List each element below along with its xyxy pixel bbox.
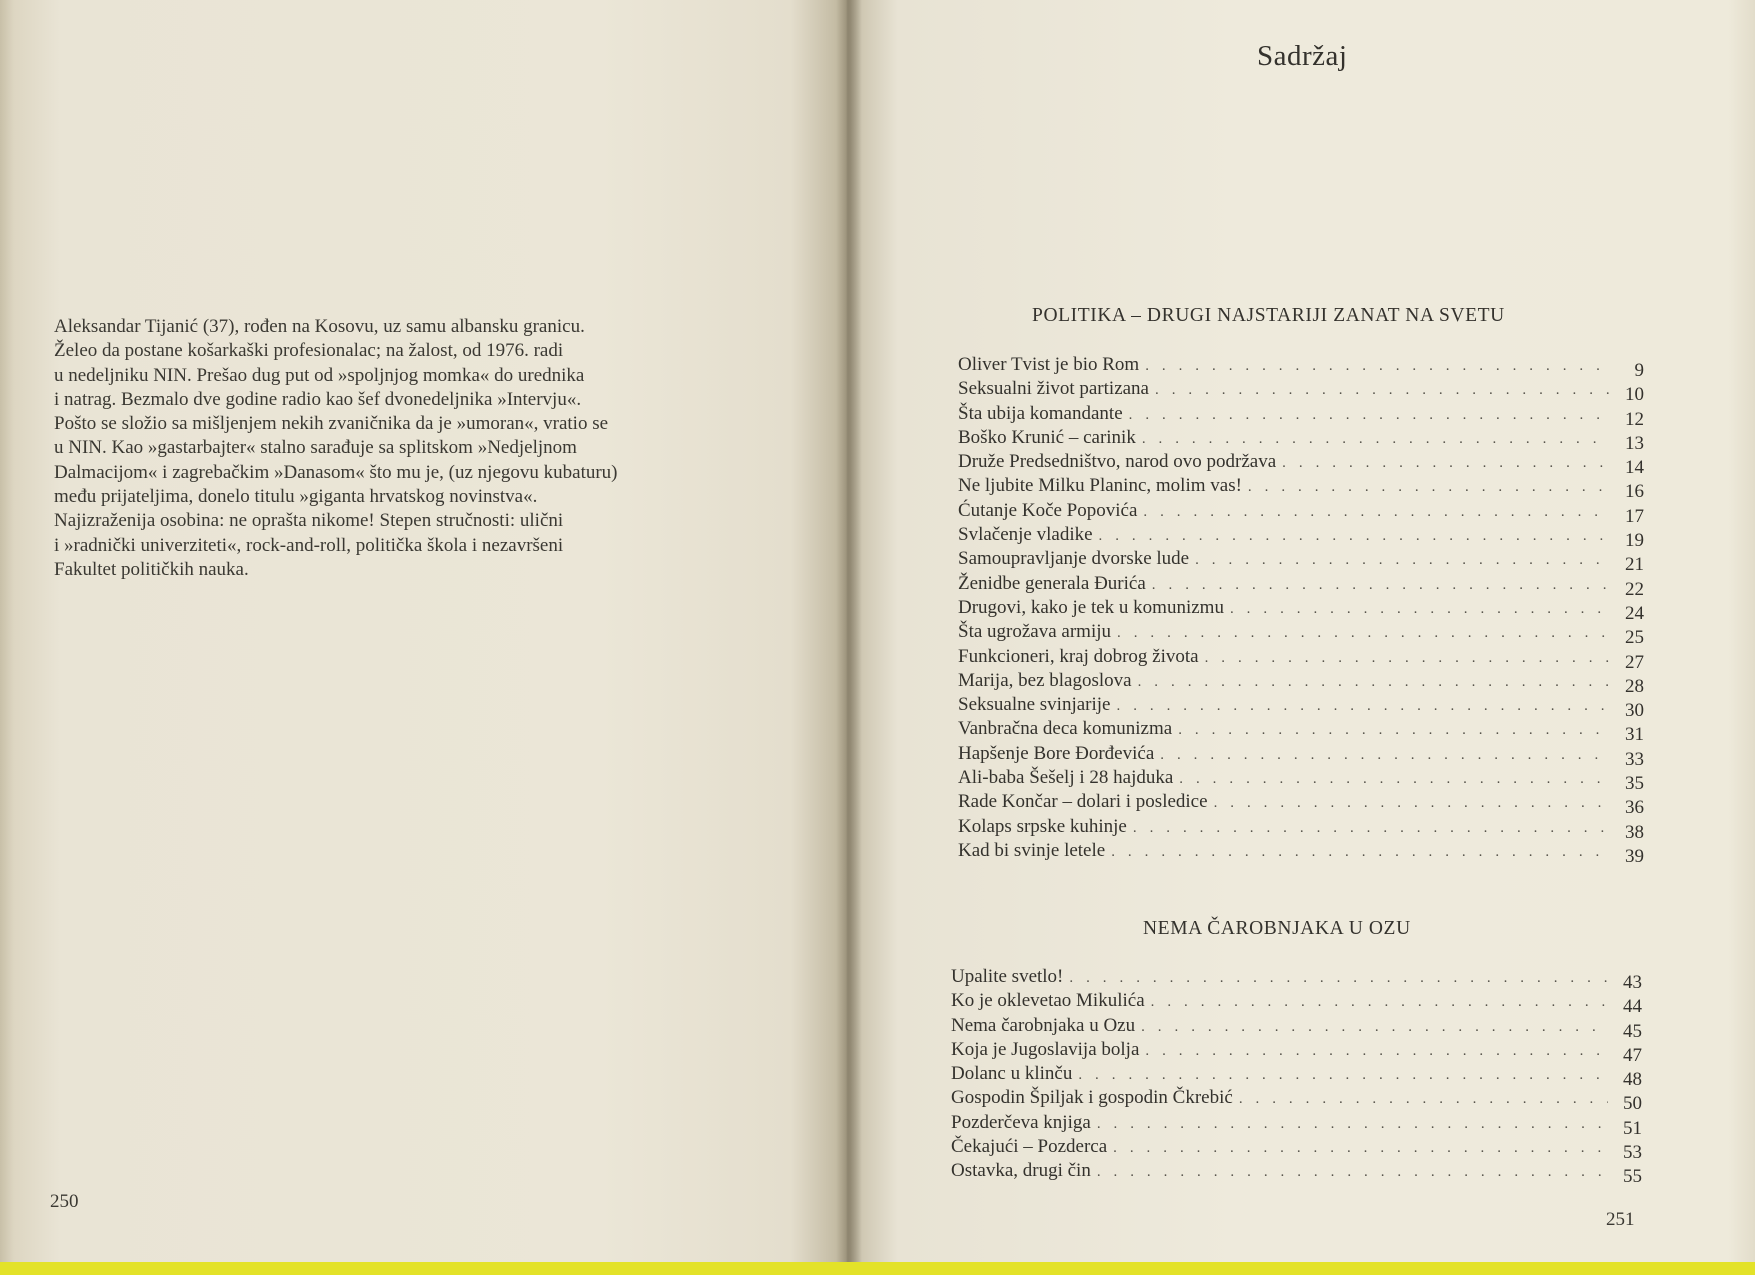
toc-entry-title: Seksualni život partizana [958, 378, 1149, 400]
toc-section-nema-carobnjaka [951, 965, 1642, 1188]
toc-entry[interactable] [951, 1062, 1642, 1091]
dot-leader [1141, 1015, 1608, 1039]
toc-entry-page: 39 [1625, 845, 1644, 867]
toc-entry[interactable] [958, 742, 1644, 770]
toc-entry-title: Šta ugrožava armiju [958, 621, 1112, 643]
bio-line: i »radnički univerziteti«, rock-and-roll, politička škola i nezavršeni [54, 534, 564, 556]
toc-entry-title: Hapšenje Bore Đorđevića [958, 742, 1155, 764]
toc-entry-page: 53 [1623, 1142, 1642, 1164]
toc-entry[interactable] [951, 1086, 1642, 1115]
toc-entry-title: Drugovi, kako je tek u komunizmu [958, 596, 1224, 618]
toc-entry-title: Druže Predsedništvo, narod ovo podržava [958, 451, 1277, 473]
toc-entry-page: 9 [1634, 360, 1644, 381]
toc-entry-title: Ćutanje Koče Popovića [958, 499, 1138, 521]
dot-leader [1151, 990, 1608, 1014]
dot-leader [1145, 1039, 1608, 1063]
toc-entry[interactable] [958, 426, 1644, 454]
toc-entry-page: 44 [1623, 996, 1642, 1018]
left-page [0, 0, 848, 1262]
dot-leader [1195, 548, 1610, 572]
left-page-number: 250 [50, 1191, 79, 1212]
bio-line: Pošto se složio sa mišljenjem nekih zvaničnika da je »umoran«, vratio se [54, 413, 609, 435]
toc-entry-page: 10 [1625, 384, 1644, 406]
toc-entry-title: Marija, bez blagoslova [958, 669, 1132, 691]
toc-entry-page: 33 [1625, 748, 1644, 770]
dot-leader [1099, 524, 1610, 548]
table-of-contents-title: Sadržaj [1257, 40, 1348, 72]
toc-entry-title: Ko je oklevetao Mikulića [951, 990, 1145, 1012]
section-heading-nema-carobnjaka: NEMA ČAROBNJAKA U OZU [1143, 918, 1411, 939]
toc-entry[interactable] [951, 1111, 1642, 1139]
dot-leader [1129, 403, 1610, 427]
toc-entry-page: 14 [1625, 457, 1644, 479]
toc-entry-title: Ali-baba Šešelj i 28 hajduka [958, 767, 1174, 789]
toc-entry-page: 45 [1623, 1020, 1642, 1042]
toc-entry[interactable] [958, 572, 1644, 600]
toc-entry-page: 13 [1625, 432, 1644, 454]
toc-entry[interactable] [958, 766, 1644, 795]
toc-entry[interactable] [958, 402, 1644, 430]
toc-section-politika [958, 353, 1644, 867]
dot-leader [1113, 1136, 1608, 1160]
toc-entry-title: Rade Končar – dolari i posledice [958, 791, 1208, 813]
dot-leader [1160, 743, 1610, 767]
dot-leader [1097, 1112, 1608, 1136]
toc-entry-title: Seksualne svinjarije [958, 694, 1111, 716]
bio-line: u NIN. Kao »gastarbajter« stalno sarađuje sa splitskom »Nedjeljnom [54, 437, 577, 459]
toc-entry-page: 43 [1623, 972, 1642, 993]
toc-entry-page: 55 [1623, 1166, 1642, 1188]
bio-line: Fakultet političkih nauka. [54, 558, 249, 580]
toc-entry-page: 22 [1625, 578, 1644, 600]
toc-entry-title: Šta ubija komandante [958, 402, 1123, 424]
toc-entry-page: 47 [1623, 1044, 1642, 1066]
toc-entry[interactable] [951, 1159, 1642, 1188]
right-page-number: 251 [1606, 1209, 1635, 1230]
toc-entry[interactable] [958, 377, 1644, 406]
toc-entry-page: 31 [1625, 724, 1644, 746]
dot-leader [1155, 378, 1610, 402]
toc-entry-page: 38 [1625, 821, 1644, 843]
toc-entry-page: 17 [1625, 505, 1644, 527]
dot-leader [1097, 1160, 1608, 1184]
bio-line: i natrag. Bezmalo dve godine radio kao šef dvonedeljnika »Intervju«. [54, 388, 582, 410]
toc-entry-page: 28 [1625, 675, 1644, 697]
toc-entry-title: Funkcioneri, kraj dobrog života [958, 645, 1199, 667]
dot-leader [1078, 1063, 1608, 1087]
toc-entry-title: Upalite svetlo! [951, 966, 1064, 987]
toc-entry[interactable] [958, 620, 1644, 649]
author-biography [54, 315, 754, 582]
bio-line: u nedeljniku NIN. Prešao dug put od »spoljnjog momka« do urednika [54, 364, 585, 386]
dot-leader [1205, 646, 1610, 670]
dot-leader [1282, 451, 1610, 475]
bio-line: Najizraženija osobina: ne oprašta nikome! Stepen stručnosti: ulični [54, 510, 564, 532]
toc-entry-title: Dolanc u klinču [951, 1063, 1073, 1085]
dot-leader [1145, 354, 1610, 378]
dot-leader [1143, 500, 1610, 524]
toc-entry-title: Kolaps srpske kuhinje [958, 815, 1127, 837]
toc-entry-title: Oliver Tvist je bio Rom [958, 354, 1140, 375]
dot-leader [1133, 816, 1610, 840]
dot-leader [1117, 621, 1610, 645]
toc-entry-title: Ženidbe generala Đurića [958, 572, 1146, 594]
toc-entry-title: Svlačenje vladike [958, 524, 1093, 546]
toc-entry[interactable] [958, 450, 1644, 479]
toc-entry-page: 16 [1625, 481, 1644, 503]
section-heading-politika: POLITIKA – DRUGI NAJSTARIJI ZANAT NA SVETU [1032, 305, 1505, 326]
toc-entry[interactable] [958, 815, 1644, 843]
toc-entry[interactable] [958, 645, 1644, 673]
toc-entry[interactable] [958, 839, 1644, 867]
toc-entry[interactable] [951, 965, 1642, 993]
bio-line: među prijateljima, donelo titulu »giganta hrvatskog novinstva«. [54, 486, 538, 508]
toc-entry-page: 25 [1625, 627, 1644, 649]
toc-entry-page: 21 [1625, 554, 1644, 576]
dot-leader [1152, 573, 1610, 597]
scan-edge-strip [0, 1262, 1755, 1275]
toc-entry-page: 24 [1625, 602, 1644, 624]
toc-entry-title: Ne ljubite Milku Planinc, molim vas! [958, 475, 1242, 497]
dot-leader [1179, 767, 1610, 791]
dot-leader [1239, 1087, 1608, 1111]
toc-entry[interactable] [951, 989, 1642, 1018]
toc-entry[interactable] [958, 596, 1644, 624]
toc-entry[interactable] [951, 1038, 1642, 1066]
dot-leader [1142, 427, 1610, 451]
bio-line: Dalmacijom« i zagrebačkim »Danasom« što mu je, (uz njegovu kubaturu) [54, 461, 618, 483]
bio-line: Želeo da postane košarkaški profesionalac; na žalost, od 1976. radi [54, 340, 564, 362]
toc-entry-title: Boško Krunić – carinik [958, 426, 1136, 448]
toc-entry[interactable] [958, 353, 1644, 381]
dot-leader [1248, 475, 1610, 499]
toc-entry-page: 35 [1625, 773, 1644, 795]
toc-entry-title: Koja je Jugoslavija bolja [951, 1038, 1140, 1060]
toc-entry[interactable] [958, 474, 1644, 503]
toc-entry-title: Vanbračna deca komunizma [958, 718, 1173, 740]
dot-leader [1117, 694, 1611, 718]
dot-leader [1178, 718, 1610, 742]
toc-entry[interactable] [958, 717, 1644, 746]
toc-entry-title: Kad bi svinje letele [958, 839, 1106, 861]
toc-entry[interactable] [951, 1135, 1642, 1164]
dot-leader [1138, 670, 1610, 694]
dot-leader [1230, 597, 1610, 621]
toc-entry[interactable] [958, 547, 1644, 576]
dot-leader [1069, 966, 1608, 990]
dot-leader [1214, 791, 1610, 815]
toc-entry[interactable] [958, 499, 1644, 527]
toc-entry-page: 51 [1623, 1117, 1642, 1139]
dot-leader [1111, 840, 1610, 864]
toc-entry[interactable] [958, 669, 1644, 697]
toc-entry-page: 27 [1625, 651, 1644, 673]
toc-entry-title: Pozderčeva knjiga [951, 1111, 1091, 1133]
toc-entry[interactable] [958, 523, 1644, 552]
toc-entry-page: 50 [1623, 1093, 1642, 1115]
toc-entry-page: 48 [1623, 1069, 1642, 1091]
toc-entry-title: Gospodin Špiljak i gospodin Čkrebić [951, 1087, 1233, 1109]
toc-entry-title: Čekajući – Pozderca [951, 1136, 1108, 1158]
book-gutter [836, 0, 862, 1262]
toc-entry-title: Samoupravljanje dvorske ludе [958, 548, 1190, 570]
toc-entry-page: 19 [1625, 530, 1644, 552]
toc-entry[interactable] [958, 693, 1644, 722]
toc-entry-page: 30 [1625, 700, 1644, 722]
toc-entry-page: 12 [1625, 408, 1644, 430]
toc-entry-title: Ostavka, drugi čin [951, 1160, 1091, 1182]
bio-line: Aleksandar Tijanić (37), rođen na Kosovu, uz samu albansku granicu. [54, 316, 585, 337]
toc-entry-title: Nema čarobnjaka u Ozu [951, 1014, 1136, 1036]
toc-entry-page: 36 [1625, 797, 1644, 819]
toc-entry[interactable] [958, 790, 1644, 819]
toc-entry[interactable] [951, 1014, 1642, 1042]
